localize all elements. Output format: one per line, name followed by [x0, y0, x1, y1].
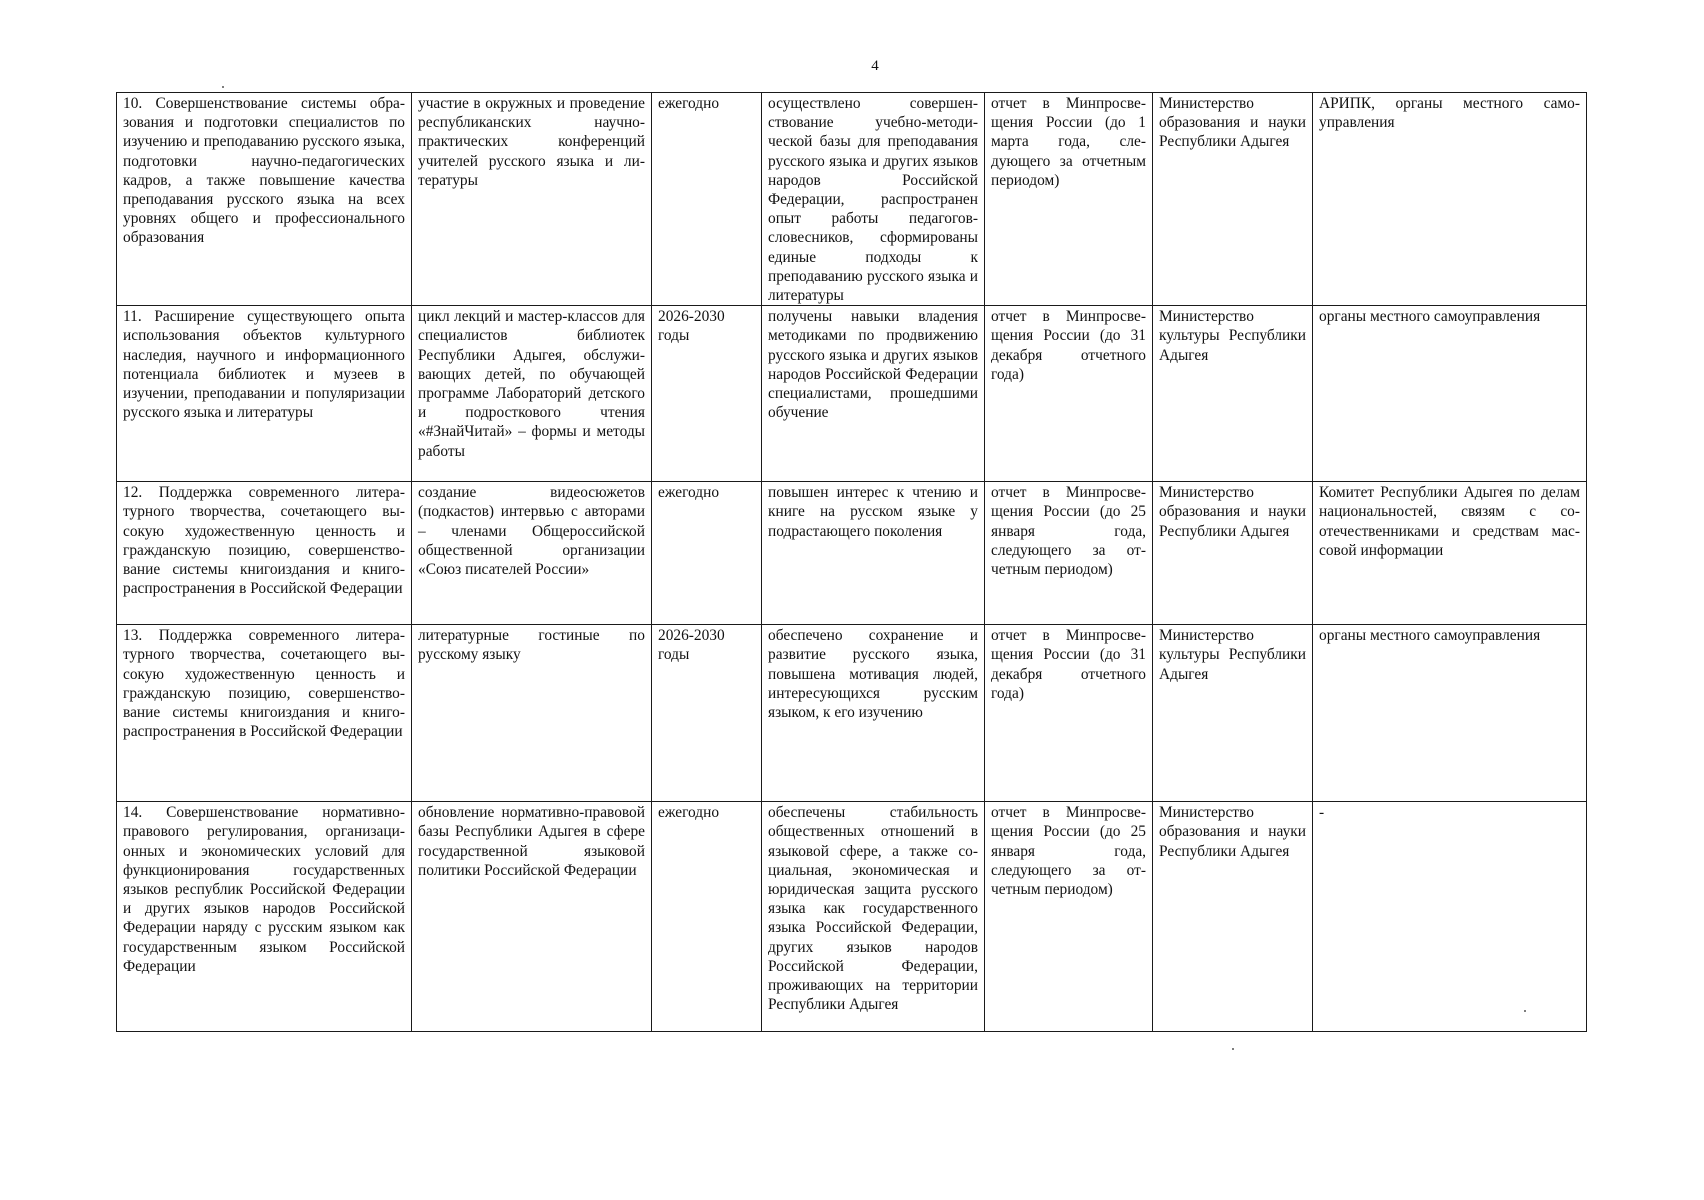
result-cell: повышен интерес к чтению и книге на русском языке у подрастающего поколения	[762, 482, 985, 625]
action-cell: цикл лекций и мастер-классов для специалистов библиотек Республики Адыгея, обслуживающих детей, по обучающей программе Лабораторий детского и подросткового чтения «#ЗнайЧитай» – формы и методы работы	[412, 306, 652, 482]
measure-cell: 14. Совершенствование нормативно-правового регулирования, организационных и экономических условий для функционирования государственных языков республик Российской Федерации и других языков народов Российской Федерации наряду с русским языком как государственным языком Российской Федерации	[117, 802, 412, 1032]
responsible-cell: Министерство образования и науки Республики Адыгея	[1153, 482, 1313, 625]
table-row	[117, 93, 1587, 306]
scan-speck	[222, 86, 224, 88]
table-row	[117, 802, 1587, 1032]
scan-speck	[1524, 1010, 1526, 1012]
result-cell: обеспечено сохранение и развитие русского языка, повышена мотивация людей, интересующихся русским языком, к его изучению	[762, 625, 985, 802]
coexecutors-cell: органы местного самоуправления	[1313, 625, 1587, 802]
report-cell: отчет в Минпросвещения России (до 1 марта года, следующего за отчетным периодом)	[985, 93, 1153, 306]
period-cell: 2026-2030 годы	[652, 306, 762, 482]
result-cell: осуществлено совершенствование учебно-методической базы для преподавания русского языка и других языков народов Российской Федерации, распространен опыт работы педагогов-словесников, сформированы единые подходы к преподаванию русского языка и литературы	[762, 93, 985, 306]
coexecutors-cell: АРИПК, органы местного самоуправления	[1313, 93, 1587, 306]
action-cell: участие в окружных и проведение республиканских научно-практических конференций учителей русского языка и литературы	[412, 93, 652, 306]
measure-cell: 13. Поддержка современного литературного творчества, сочетающего высокую художественную ценность и гражданскую позицию, совершенствование системы книгоиздания и книгораспространения в Российской Федерации	[117, 625, 412, 802]
responsible-cell: Министерство культуры Республики Адыгея	[1153, 625, 1313, 802]
measures-table	[116, 92, 1587, 1032]
responsible-cell: Министерство образования и науки Республики Адыгея	[1153, 802, 1313, 1032]
action-cell: создание видеосюжетов (подкастов) интервью с авторами – членами Общероссийской общественной организации «Союз писателей России»	[412, 482, 652, 625]
period-cell: ежегодно	[652, 482, 762, 625]
report-cell: отчет в Минпросвещения России (до 25 января года, следующего за отчетным периодом)	[985, 482, 1153, 625]
action-cell: литературные гостиные по русскому языку	[412, 625, 652, 802]
period-cell: ежегодно	[652, 802, 762, 1032]
measure-cell: 11. Расширение существующего опыта использования объектов культурного наследия, научного и информационного потенциала библиотек и музеев в изучении, преподавании и популяризации русского языка и литературы	[117, 306, 412, 482]
measure-cell: 12. Поддержка современного литературного творчества, сочетающего высокую художественную ценность и гражданскую позицию, совершенствование системы книгоиздания и книгораспространения в Российской Федерации	[117, 482, 412, 625]
coexecutors-cell: -	[1313, 802, 1587, 1032]
result-cell: получены навыки владения методиками по продвижению русского языка и других языков народов Российской Федерации специалистами, прошедшими обучение	[762, 306, 985, 482]
result-cell: обеспечены стабильность общественных отношений в языковой сфере, а также социальная, экономическая и юридическая защита русского языка как государственного языка Российской Федерации, других языков народов Российской Федерации, проживающих на территории Республики Адыгея	[762, 802, 985, 1032]
report-cell: отчет в Минпросвещения России (до 31 декабря отчетного года)	[985, 306, 1153, 482]
measure-cell: 10. Совершенствование системы образования и подготовки специалистов по изучению и преподаванию русского языка, подготовки научно-педагогических кадров, а также повышение качества преподавания русского языка на всех уровнях общего и профессионального образования	[117, 93, 412, 306]
table-row	[117, 306, 1587, 482]
page-number: 4	[871, 58, 879, 74]
report-cell: отчет в Минпросвещения России (до 25 января года, следующего за отчетным периодом)	[985, 802, 1153, 1032]
responsible-cell: Министерство образования и науки Республики Адыгея	[1153, 93, 1313, 306]
coexecutors-cell: органы местного самоуправления	[1313, 306, 1587, 482]
action-cell: обновление нормативно-правовой базы Республики Адыгея в сфере государственной языковой политики Российской Федерации	[412, 802, 652, 1032]
scan-speck	[1232, 1048, 1234, 1050]
table-row	[117, 625, 1587, 802]
coexecutors-cell: Комитет Республики Адыгея по делам национальностей, связям с соотечественниками и средствам массовой информации	[1313, 482, 1587, 625]
period-cell: 2026-2030 годы	[652, 625, 762, 802]
period-cell: ежегодно	[652, 93, 762, 306]
table-row	[117, 482, 1587, 625]
responsible-cell: Министерство культуры Республики Адыгея	[1153, 306, 1313, 482]
report-cell: отчет в Минпросвещения России (до 31 декабря отчетного года)	[985, 625, 1153, 802]
